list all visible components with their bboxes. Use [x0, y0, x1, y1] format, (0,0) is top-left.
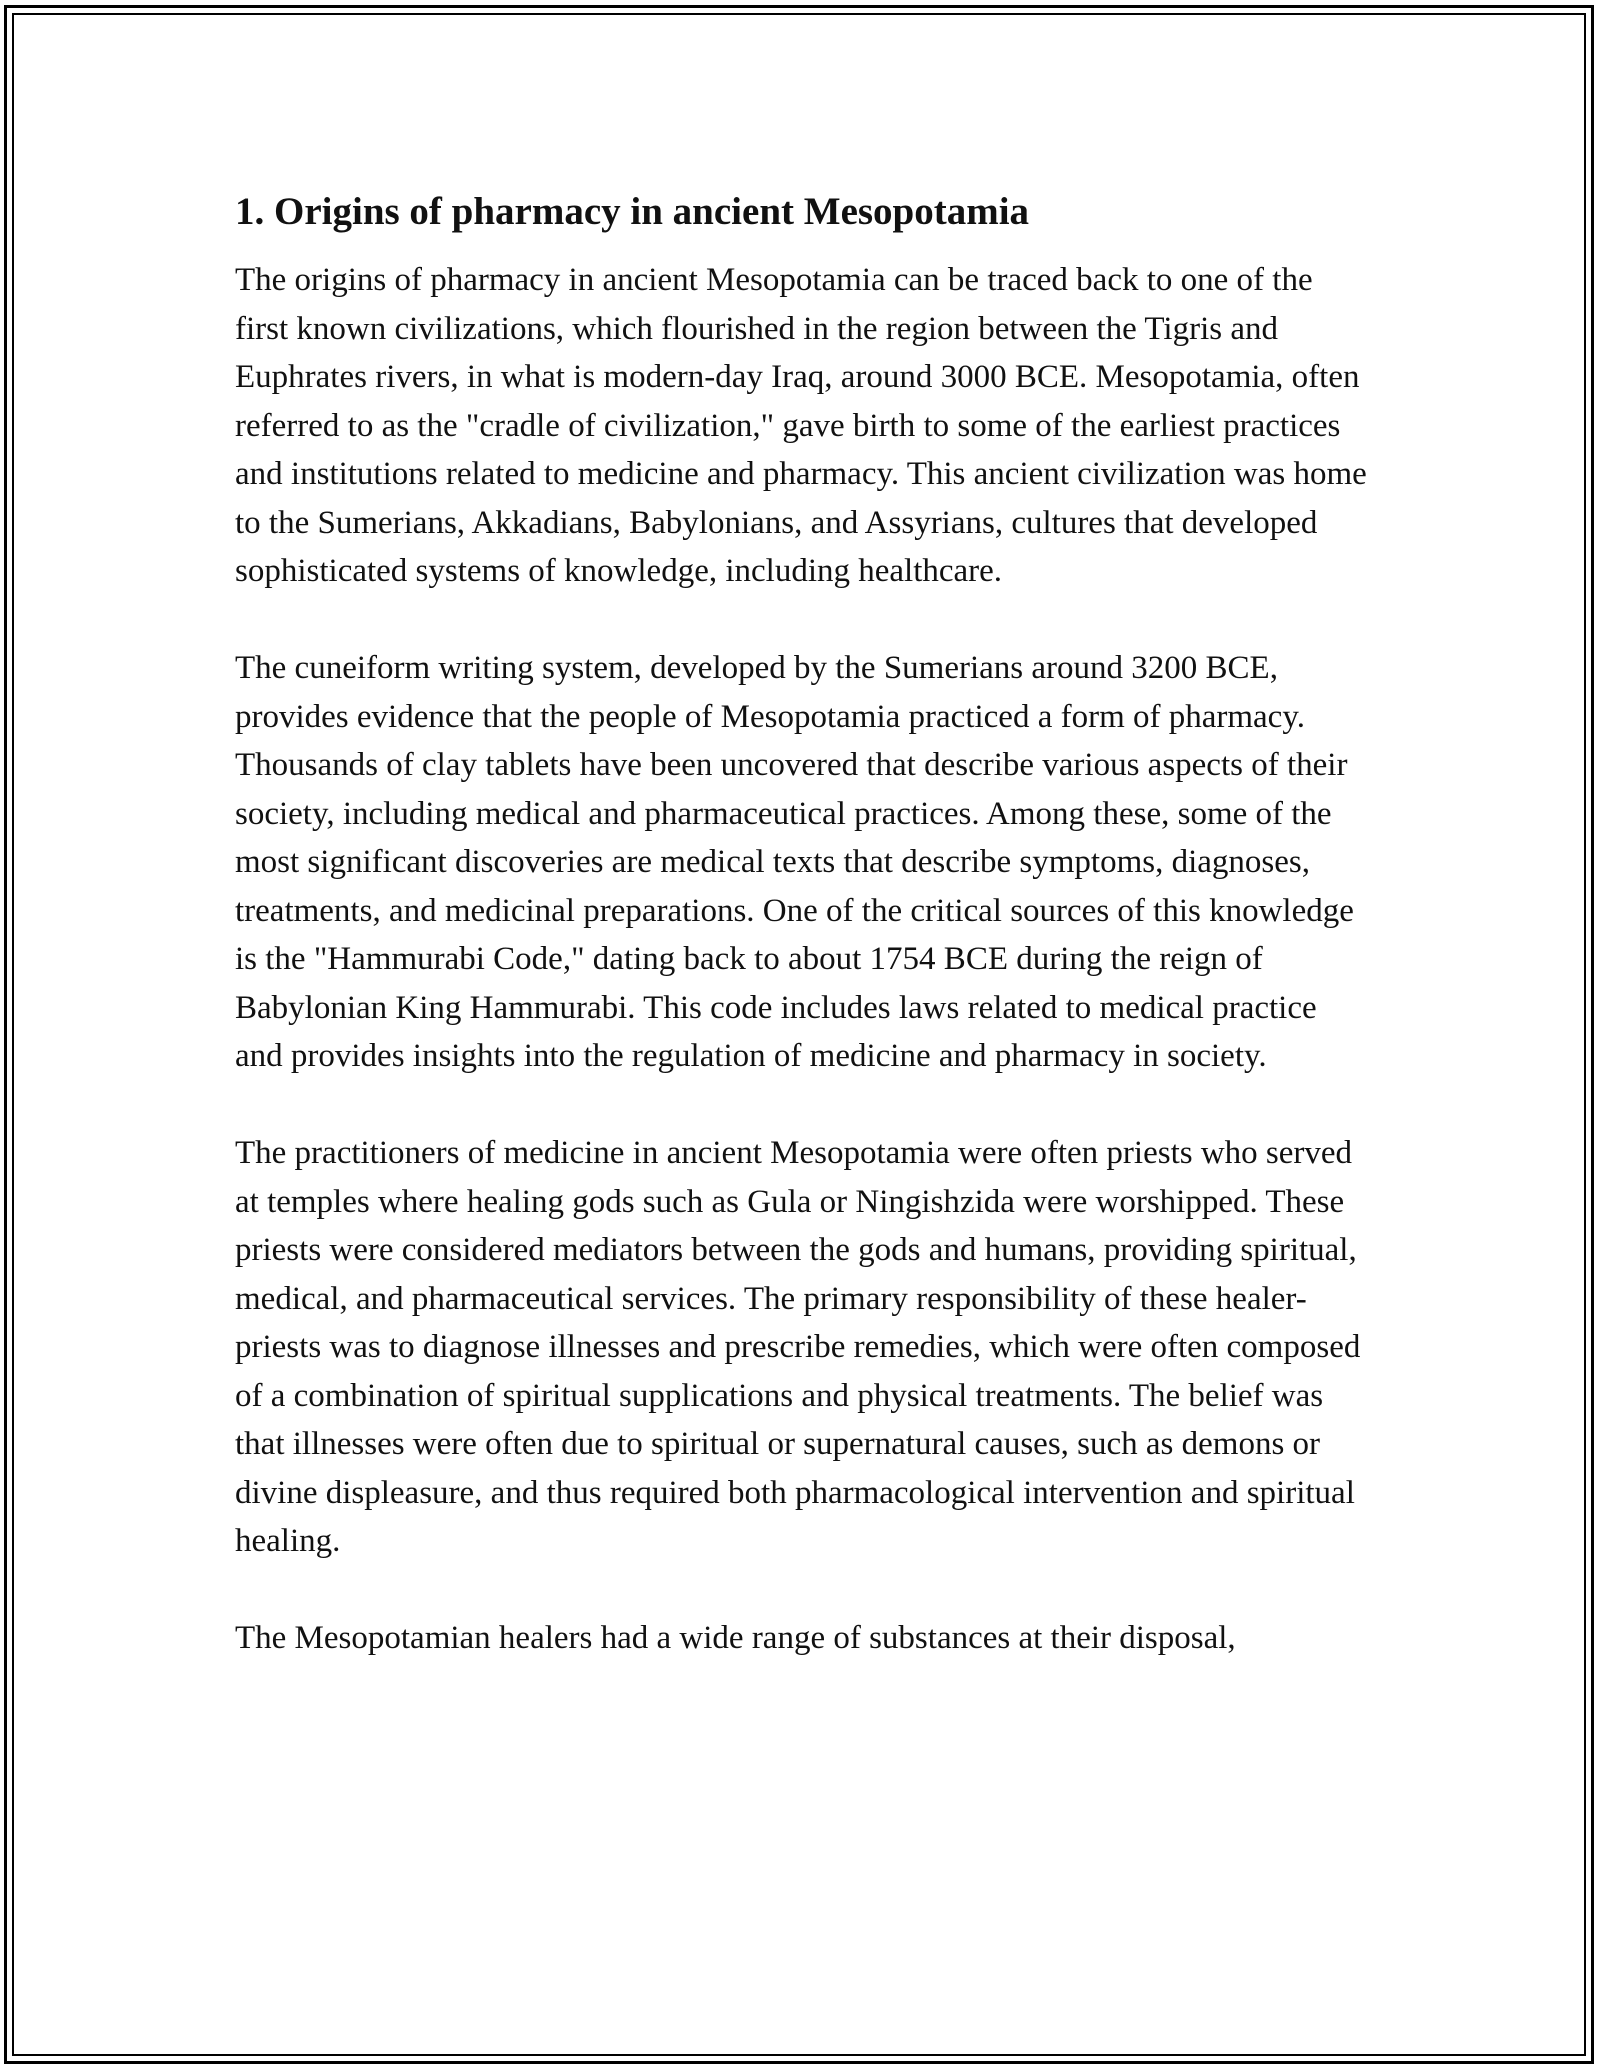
- paragraph-practitioners: The practitioners of medicine in ancient Mesopotamia were often priests who served at temples where healing gods such as Gula or Ningishzida were worshipped. These priests were considered mediators between the gods and humans, providing spiritual, medical, and pharmaceutical services. The primary responsibility of these healer-priests was to diagnose illnesses and prescribe remedies, which were often composed of a combination of spiritual supplications and physical treatments. The belief was that illnesses were often due to spiritual or supernatural causes, such as demons or divine displeasure, and thus required both pharmacological intervention and spiritual healing.: [235, 1135, 1361, 1559]
- paragraph-cuneiform: The cuneiform writing system, developed by the Sumerians around 3200 BCE, provides evidence that the people of Mesopotamia practiced a form of pharmacy. Thousands of clay tablets have been uncovered that describe various aspects of their society, including medical and pharmaceutical practices. Among these, some of the most significant discoveries are medical texts that describe symptoms, diagnoses, treatments, and medicinal preparations. One of the critical sources of this knowledge is the "Hammurabi Code," dating back to about 1754 BCE during the reign of Babylonian King Hammurabi. This code includes laws related to medical practice and provides insights into the regulation of medicine and pharmacy in society.: [235, 650, 1354, 1074]
- section-heading: 1. Origins of pharmacy in ancient Mesopotamia: [235, 190, 1030, 233]
- paragraph-healers: The Mesopotamian healers had a wide range of substances at their disposal,: [235, 1620, 1236, 1656]
- document-body: [235, 186, 1370, 1663]
- paragraph-origins: The origins of pharmacy in ancient Mesopotamia can be traced back to one of the first known civilizations, which flourished in the region between the Tigris and Euphrates rivers, in what is modern-day Iraq, around 3000 BCE. Mesopotamia, often referred to as the "cradle of civilization," gave birth to some of the earliest practices and institutions related to medicine and pharmacy. This ancient civilization was home to the Sumerians, Akkadians, Babylonians, and Assyrians, cultures that developed sophisticated systems of knowledge, including healthcare.: [235, 262, 1367, 589]
